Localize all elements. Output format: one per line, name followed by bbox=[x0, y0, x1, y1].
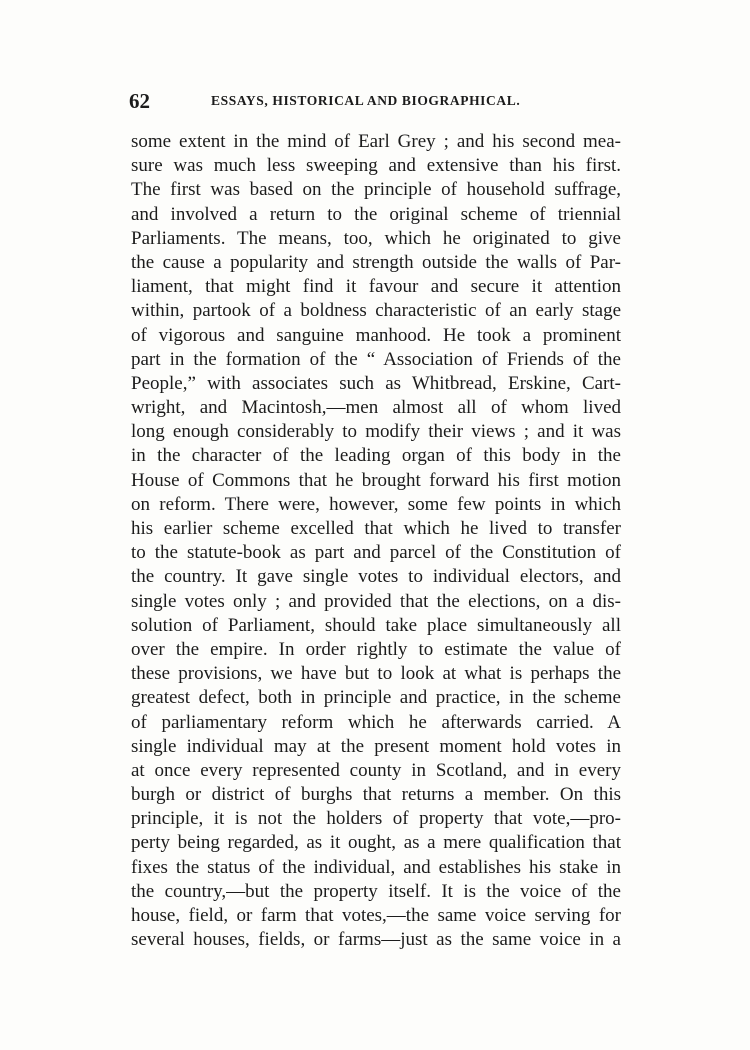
text-line: single votes only ; and provided that the elections, on a dis- bbox=[131, 590, 621, 612]
text-line: perty being regarded, as it ought, as a mere qualification that bbox=[131, 832, 621, 854]
text-line: his earlier scheme excelled that which he lived to transfer bbox=[131, 518, 621, 539]
text-line: of parliamentary reform which he afterwards carried. A bbox=[131, 711, 621, 733]
text-line: of vigorous and sanguine manhood. He took a prominent bbox=[131, 324, 621, 346]
text-line: to the statute-book as part and parcel of the Constitution of bbox=[131, 542, 621, 564]
text-line: liament, that might find it favour and secure it attention bbox=[131, 276, 621, 298]
text-line: burgh or district of burghs that returns a member. On this bbox=[131, 784, 621, 806]
text-line: fixes the status of the individual, and establishes his stake in bbox=[131, 856, 621, 878]
text-line: several houses, fields, or farms—just as the same voice in a bbox=[131, 929, 621, 951]
text-line: The first was based on the principle of household suffrage, bbox=[131, 179, 621, 201]
text-line: House of Commons that he brought forward his first motion bbox=[131, 469, 621, 491]
text-line: single individual may at the present moment hold votes in bbox=[131, 735, 621, 757]
text-line: at once every represented county in Scotland, and in every bbox=[131, 759, 621, 781]
text-line: and involved a return to the original scheme of triennial bbox=[131, 203, 621, 225]
text-line: the country. It gave single votes to individual electors, and bbox=[131, 566, 621, 588]
text-line: sure was much less sweeping and extensive than his first. bbox=[131, 155, 621, 177]
text-line: People,” with associates such as Whitbread, Erskine, Cart- bbox=[131, 372, 621, 394]
text-line: within, partook of a boldness characteristic of an early stage bbox=[131, 300, 621, 322]
text-line: the cause a popularity and strength outside the walls of Par- bbox=[131, 251, 621, 273]
text-line: wright, and Macintosh,—men almost all of whom lived bbox=[131, 397, 621, 419]
text-line: some extent in the mind of Earl Grey ; and his second mea- bbox=[131, 131, 621, 152]
text-line: on reform. There were, however, some few points in which bbox=[131, 493, 621, 515]
text-line: solution of Parliament, should take place simultaneously all bbox=[131, 614, 621, 636]
text-line: greatest defect, both in principle and practice, in the scheme bbox=[131, 687, 621, 709]
body-text bbox=[131, 130, 621, 952]
text-line: in the character of the leading organ of this body in the bbox=[131, 445, 621, 467]
text-line: part in the formation of the “ Association of Friends of the bbox=[131, 348, 621, 370]
page-header bbox=[129, 88, 622, 114]
text-line: over the empire. In order rightly to estimate the value of bbox=[131, 638, 621, 660]
page-number: 62 bbox=[129, 89, 150, 113]
text-line: principle, it is not the holders of property that vote,—pro- bbox=[131, 808, 621, 830]
text-line: long enough considerably to modify their views ; and it was bbox=[131, 421, 621, 443]
text-line: house, field, or farm that votes,—the same voice serving for bbox=[131, 905, 621, 926]
running-title: ESSAYS, HISTORICAL AND BIOGRAPHICAL. bbox=[211, 93, 521, 108]
text-line: the country,—but the property itself. It is the voice of the bbox=[131, 880, 621, 902]
text-line: Parliaments. The means, too, which he originated to give bbox=[131, 227, 621, 249]
text-line: these provisions, we have but to look at what is perhaps the bbox=[131, 663, 621, 685]
